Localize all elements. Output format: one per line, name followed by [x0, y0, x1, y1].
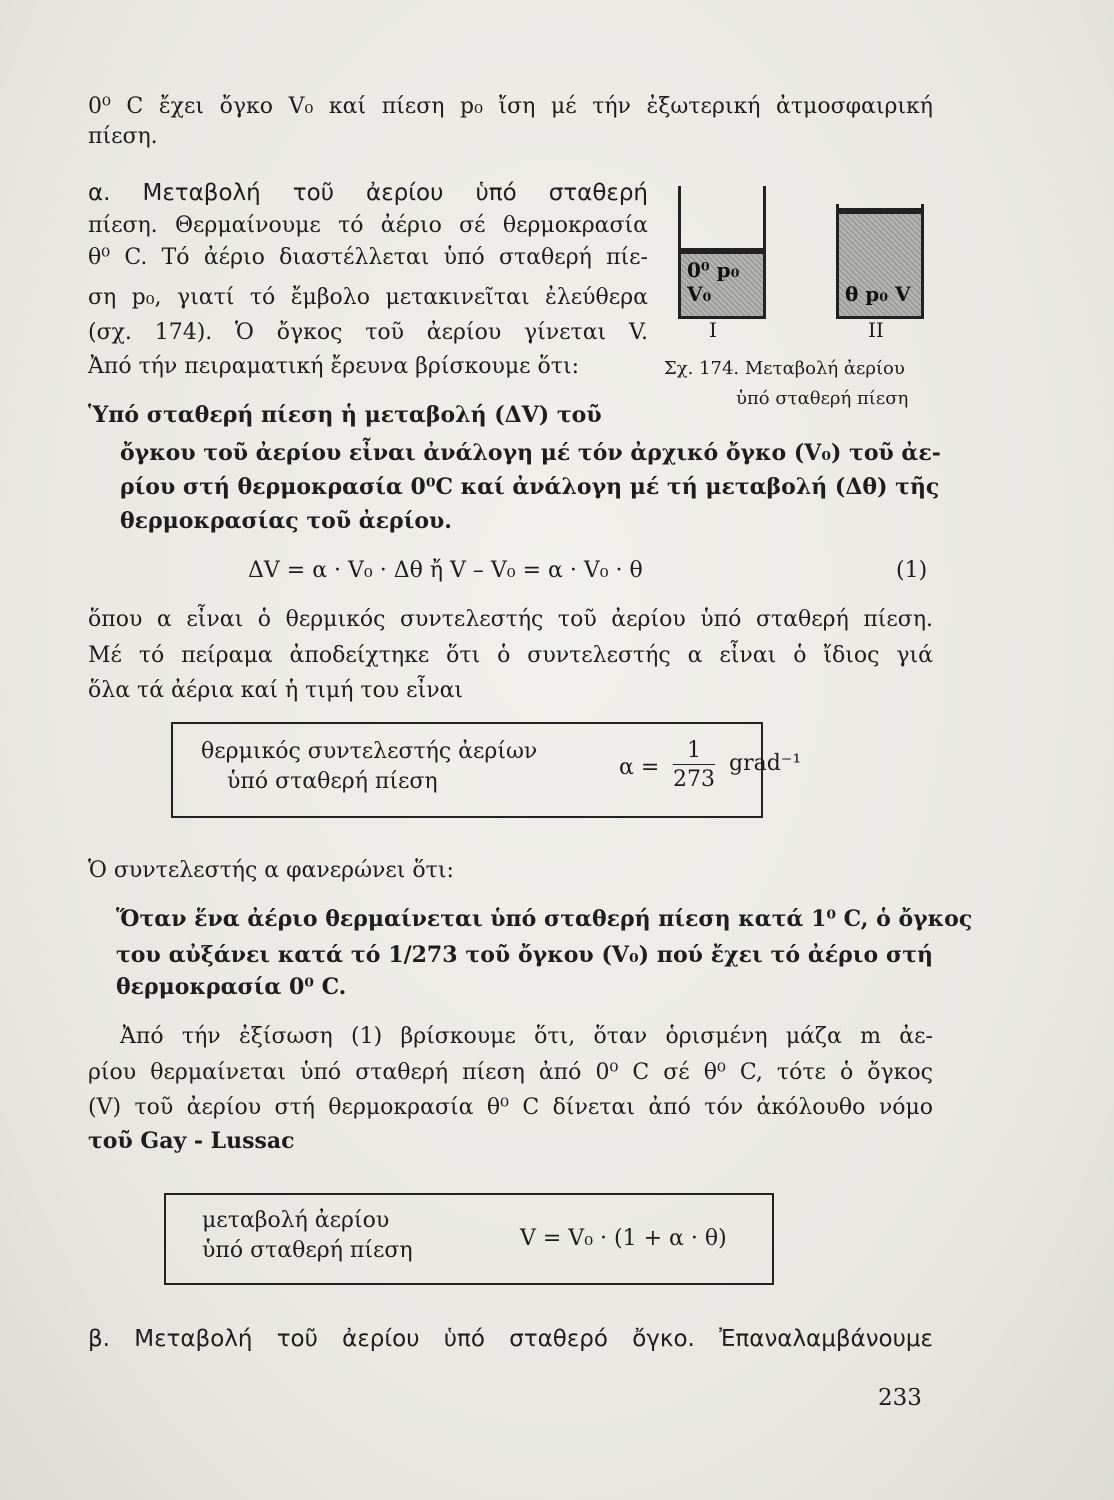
text-line: Ἀπό τήν ἐξίσωση (1) βρίσκουμε ὅτι, ὅταν ὁρισμένη μάζα m ἀε- — [120, 1024, 933, 1049]
text-line: Ἀπό τήν πειραματική ἔρευνα βρίσκουμε ὅτι: — [88, 354, 579, 379]
figure-label-i: I — [709, 318, 717, 342]
text-line: πίεση. — [88, 124, 158, 149]
section-heading-a: α. Μεταβολή τοῦ ἀερίου ὑπό σταθερή — [88, 180, 648, 206]
text-line: (σχ. 174). Ὁ ὄγκος τοῦ ἀερίου γίνεται V. — [88, 320, 648, 345]
text-line: Μέ τό πείραμα ἀποδείχτηκε ὅτι ὁ συντελεστής α εἶναι ὁ ἴδιος γιά — [88, 643, 933, 668]
law-statement: ὄγκου τοῦ ἀερίου εἶναι ἀνάλογη μέ τόν ἀρχικό ὄγκο (V₀) τοῦ ἀε- — [120, 440, 941, 466]
gas-label-two: θ p₀ V — [845, 282, 911, 306]
page-number: 233 — [878, 1385, 922, 1411]
alpha-lhs: α = — [619, 755, 660, 780]
beaker-one — [678, 186, 766, 319]
fraction — [673, 738, 715, 795]
piston-two — [839, 208, 921, 214]
beaker-two — [836, 204, 924, 319]
law-statement: Ὅταν ἕνα ἀέριο θερμαίνεται ὑπό σταθερή πίεση κατά 1⁰ C, ὁ ὄγκος — [116, 906, 973, 932]
figure-caption: ὑπό σταθερή πίεση — [736, 388, 909, 409]
text-line: ρίου θερμαίνεται ὑπό σταθερή πίεση ἀπό 0⁰ C σέ θ⁰ C, τότε ὁ ὄγκος — [88, 1060, 933, 1085]
text-line: ση p₀, γιατί τό ἔμβολο μετακινεῖται ἐλεύθερα — [88, 285, 648, 310]
fraction-numerator: 1 — [673, 738, 715, 765]
law-statement: του αὐξάνει κατά τό 1/273 τοῦ ὄγκου (V₀) πού ἔχει τό ἀέριο στή — [116, 942, 933, 968]
text-line: (V) τοῦ ἀερίου στή θερμοκρασία θ⁰ C δίνεται ἀπό τόν ἀκόλουθο νόμο — [88, 1095, 933, 1120]
figure-caption: Σχ. 174. Μεταβολή ἀερίου — [664, 358, 905, 379]
equation-number: (1) — [896, 558, 928, 583]
law-statement: θερμοκρασίας τοῦ ἀερίου. — [120, 508, 452, 534]
coefficient-box — [171, 722, 802, 818]
equation-1: ΔV = α · V₀ · Δθ ἤ V – V₀ = α · V₀ · θ — [248, 558, 643, 583]
text-line: Ὁ συντελεστής α φανερώνει ὅτι: — [88, 858, 454, 883]
figure-174 — [672, 178, 934, 348]
text-line: πίεση. Θερμαίνουμε τό ἀέριο σέ θερμοκρασία — [88, 213, 648, 238]
box-label: μεταβολή ἀερίου — [202, 1208, 390, 1233]
text-line: ὅλα τά ἀέρια καί ἡ τιμή του εἶναι — [88, 678, 464, 703]
gay-lussac-formula: V = V₀ · (1 + α · θ) — [520, 1226, 727, 1251]
unit-label: grad⁻¹ — [729, 751, 802, 776]
law-statement: ρίου στή θερμοκρασία 0⁰C καί ἀνάλογη μέ τή μεταβολή (Δθ) τῆς — [120, 474, 940, 500]
text-line: 0⁰ C ἔχει ὄγκο V₀ καί πίεση p₀ ἴση μέ τήν ἐξωτερική ἀτμοσφαιρική — [88, 94, 933, 119]
gay-lussac-box — [164, 1193, 774, 1285]
text-line: τοῦ Gay - Lussac — [88, 1128, 295, 1154]
section-heading-b: β. Μεταβολή τοῦ ἀερίου ὑπό σταθερό ὄγκο. Ἐπαναλαμβάνουμε — [88, 1326, 933, 1352]
box-label: ὑπό σταθερή πίεση — [227, 769, 438, 794]
law-statement: Ὑπό σταθερή πίεση ἡ μεταβολή (ΔV) τοῦ — [88, 402, 602, 428]
box-label: ὑπό σταθερή πίεση — [202, 1238, 413, 1263]
figure-label-ii: II — [868, 318, 884, 342]
gas-label-one: 0⁰ p₀ V₀ — [687, 258, 740, 306]
piston-one — [681, 248, 763, 254]
law-statement: θερμοκρασία 0⁰ C. — [116, 974, 347, 1000]
text-line: θ⁰ C. Τό ἀέριο διαστέλλεται ὑπό σταθερή πίε- — [88, 245, 648, 270]
box-label: θερμικός συντελεστής ἀερίων — [201, 739, 538, 764]
text-line: ὅπου α εἶναι ὁ θερμικός συντελεστής τοῦ ἀερίου ὑπό σταθερή πίεση. — [88, 607, 933, 632]
fraction-denominator: 273 — [673, 767, 715, 792]
